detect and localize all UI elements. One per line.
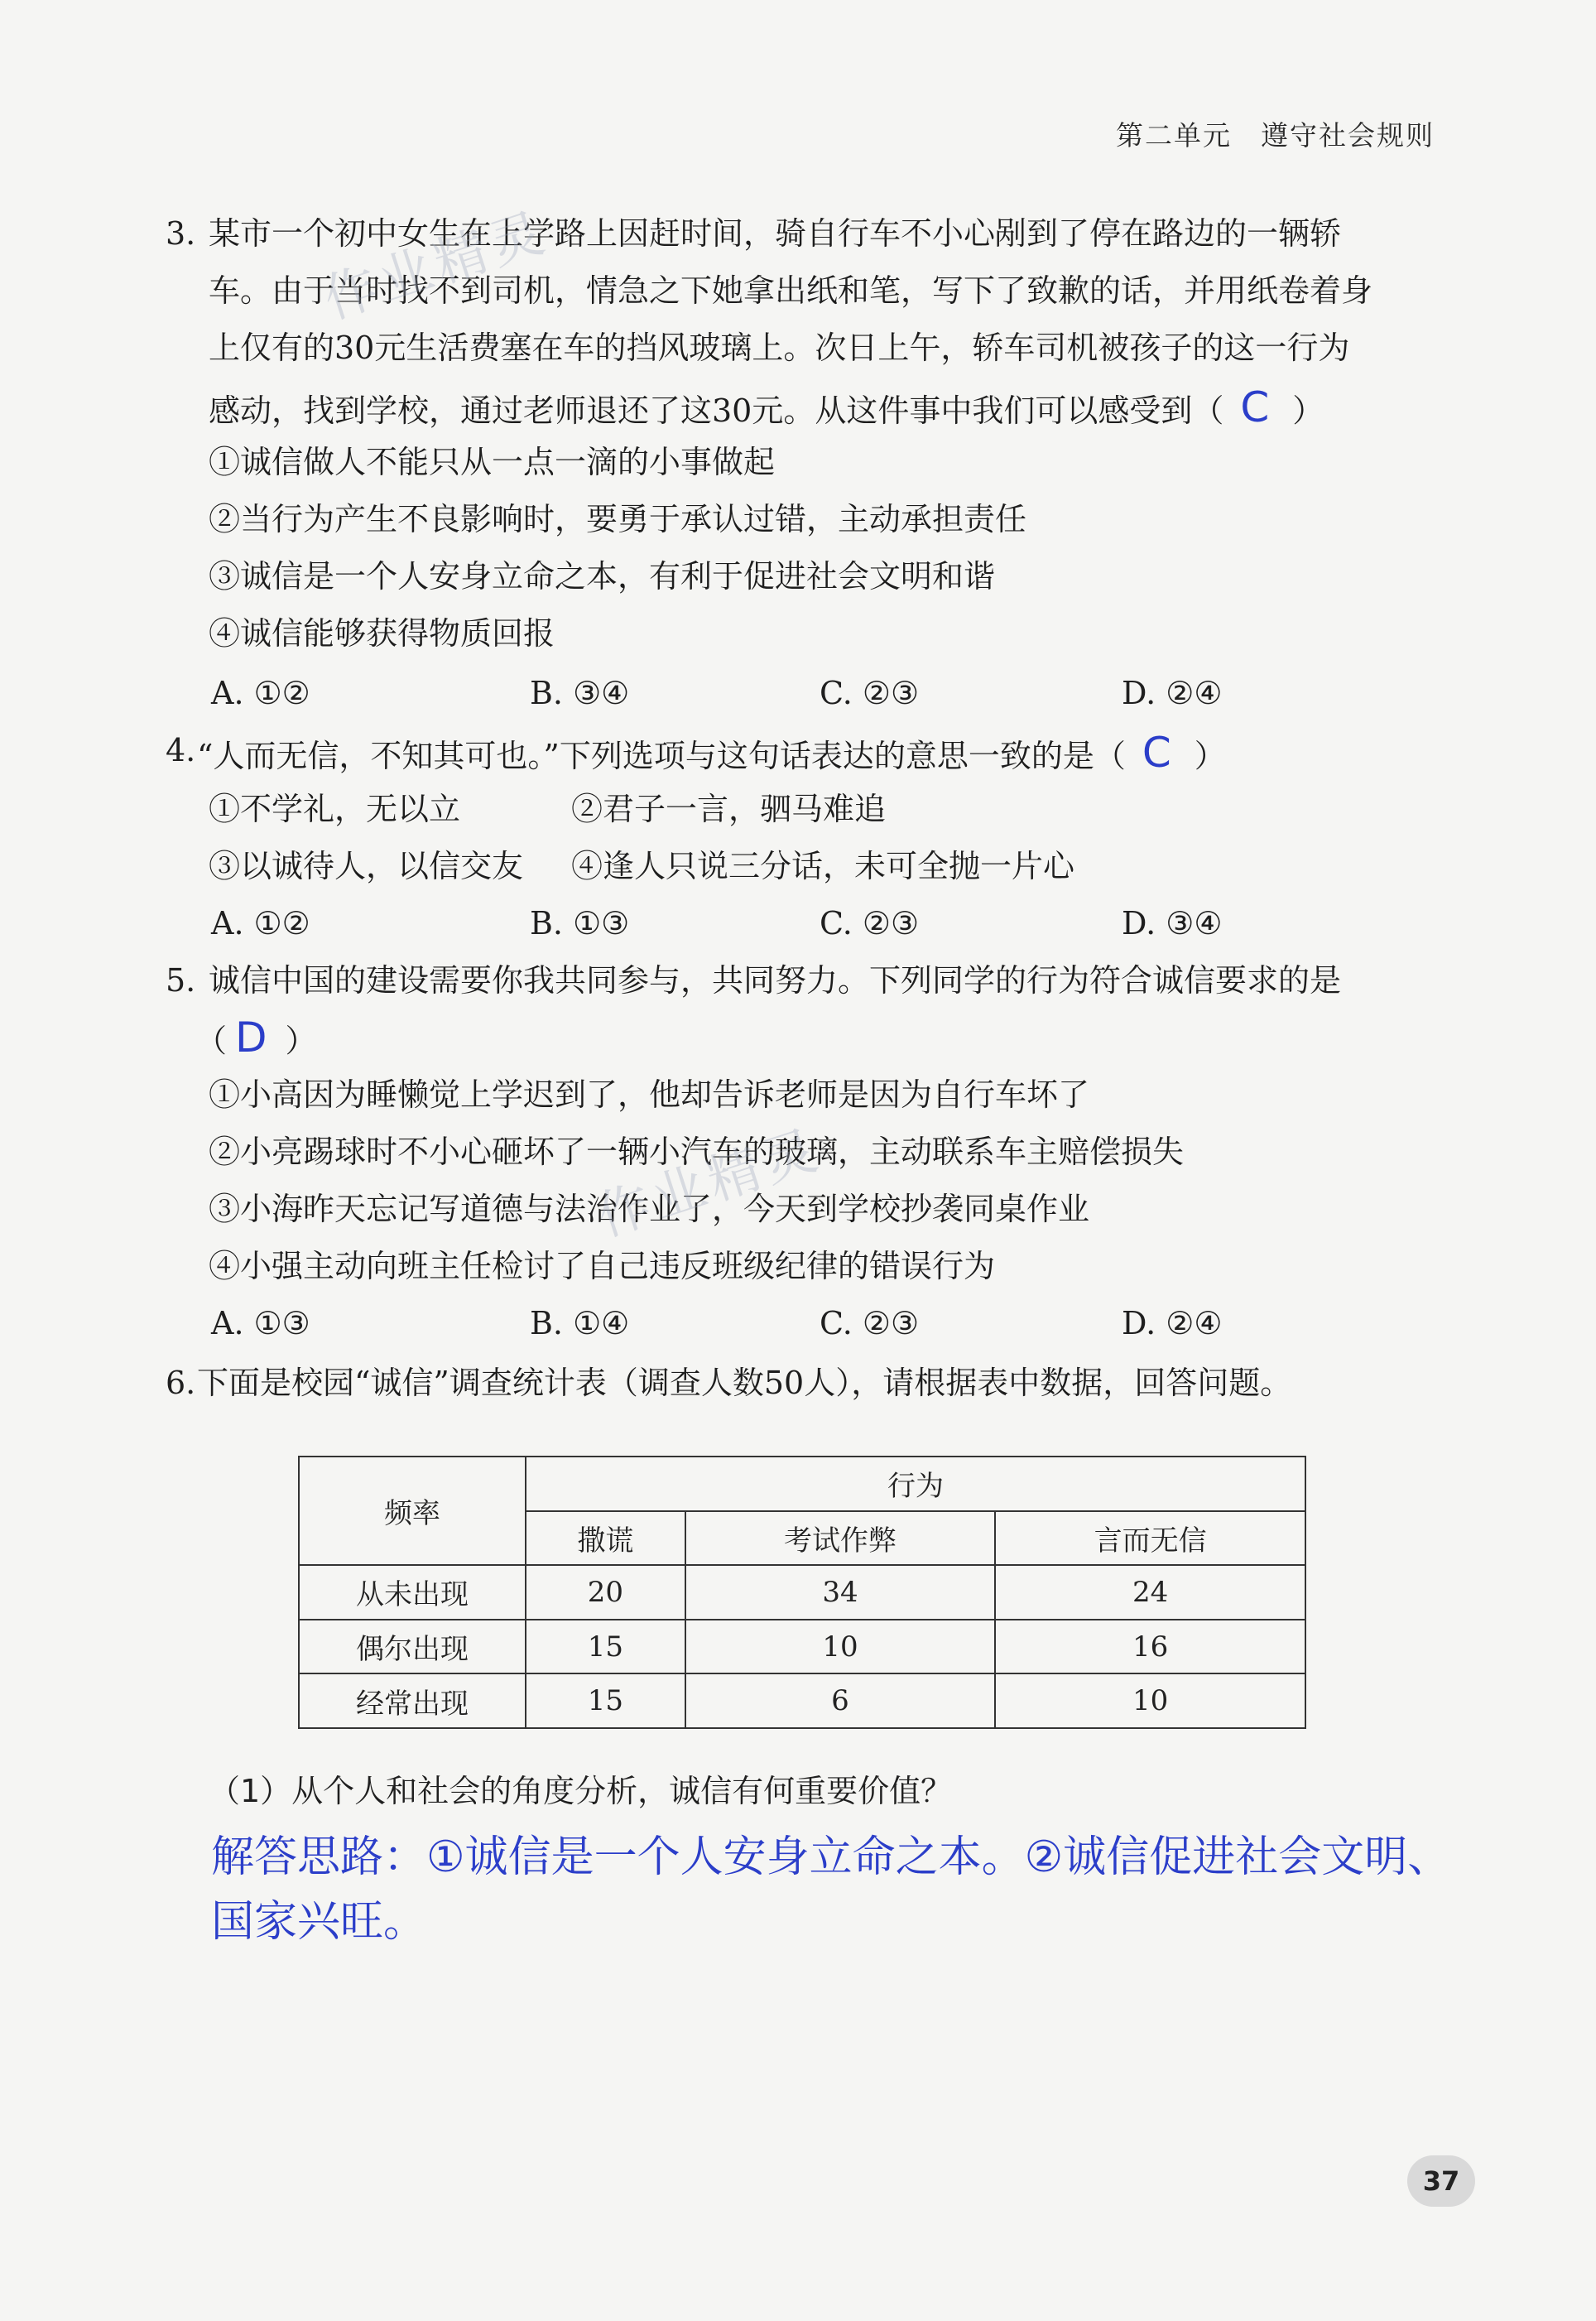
- table-cell: 10: [685, 1620, 996, 1674]
- question-3-line-4-text: 感动，找到学校，通过老师退还了这30元。从这件事中我们可以感受到（: [209, 392, 1224, 429]
- question-5-option-a: A. ①③: [211, 1305, 310, 1341]
- question-4-option-a: A. ①②: [211, 905, 310, 941]
- question-4-option-c: C. ②③: [820, 905, 920, 941]
- question-6-stem: 下面是校园“诚信”调查统计表（调查人数50人），请根据表中数据，回答问题。: [197, 1365, 1292, 1401]
- question-3-option-b: B. ③④: [530, 675, 630, 711]
- table-cell: 34: [685, 1565, 996, 1620]
- table-group-header: 行为: [526, 1457, 1305, 1511]
- watermark-logo: 作业精灵: [589, 1119, 829, 1250]
- question-6-sub-1: （1）从个人和社会的角度分析，诚信有何重要价值？: [209, 1773, 953, 1809]
- question-5-option-d: D. ②④: [1122, 1305, 1223, 1341]
- page-number: 37: [1407, 2155, 1475, 2207]
- question-3-line-2: 车。由于当时找不到司机，情急之下她拿出纸和笔，写下了致歉的话，并用纸卷着身: [209, 272, 1373, 309]
- question-3-line-1: 某市一个初中女生在上学路上因赶时间，骑自行车不小心剐到了停在路边的一辆轿: [209, 215, 1342, 252]
- question-3-option-c: C. ②③: [820, 675, 920, 711]
- table-row: [299, 1620, 1305, 1674]
- question-5-open-paren: （: [195, 1023, 228, 1059]
- table-cell: 15: [526, 1620, 685, 1674]
- table-cell: 6: [685, 1673, 996, 1728]
- watermark-logo: 作业精灵: [316, 201, 556, 332]
- table-cell: 16: [995, 1620, 1305, 1674]
- question-3-number: 3.: [166, 215, 196, 252]
- survey-table: [298, 1456, 1306, 1729]
- question-3-line-4: [209, 383, 1324, 431]
- table-row: [299, 1565, 1305, 1620]
- question-4-stem-text: “人而无信，不知其可也。”下列选项与这句话表达的意思一致的是（: [197, 738, 1126, 774]
- table-corner-header: 频率: [299, 1457, 526, 1565]
- question-3-option-a: A. ①②: [211, 675, 310, 711]
- question-5-close-paren: ）: [285, 1023, 317, 1059]
- table-cell: 15: [526, 1673, 685, 1728]
- table-row: [299, 1673, 1305, 1728]
- table-column-header: 撒谎: [526, 1511, 685, 1566]
- table-row-label: 偶尔出现: [299, 1620, 526, 1674]
- question-5-stem: 诚信中国的建设需要你我共同参与，共同努力。下列同学的行为符合诚信要求的是: [209, 962, 1342, 999]
- question-5-answer: D: [235, 1014, 267, 1062]
- question-4-option-b: B. ①③: [530, 905, 630, 941]
- question-3-answer: C: [1240, 383, 1270, 431]
- table-column-header: 言而无信: [995, 1511, 1305, 1566]
- question-3-item-2: ②当行为产生不良影响时，要勇于承认过错，主动承担责任: [209, 501, 1027, 537]
- question-4-item-3: ③以诚待人，以信交友: [209, 848, 524, 884]
- question-4-close-paren: ）: [1194, 738, 1226, 774]
- question-4-answer: C: [1142, 729, 1171, 777]
- question-5-number: 5.: [166, 962, 196, 999]
- question-4-item-2: ②君子一言，驷马难追: [571, 791, 887, 827]
- question-3-close-paren: ）: [1292, 392, 1324, 429]
- table-column-header: 考试作弊: [685, 1511, 996, 1566]
- question-4-item-4: ④逢人只说三分话，未可全抛一片心: [571, 848, 1075, 884]
- question-4-item-1: ①不学礼，无以立: [209, 791, 461, 827]
- unit-header: 第二单元 遵守社会规则: [1116, 119, 1435, 152]
- question-5-answer-line: [195, 1014, 317, 1062]
- question-5-item-2: ②小亮踢球时不小心砸坏了一辆小汽车的玻璃，主动联系车主赔偿损失: [209, 1134, 1185, 1170]
- question-3-item-3: ③诚信是一个人安身立命之本，有利于促进社会文明和谐: [209, 558, 996, 595]
- question-4-number: 4.: [166, 732, 196, 768]
- question-3-line-3: 上仅有的30元生活费塞在车的挡风玻璃上。次日上午，轿车司机被孩子的这一行为: [209, 330, 1350, 366]
- table-cell: 10: [995, 1673, 1305, 1728]
- question-5-option-c: C. ②③: [820, 1305, 920, 1341]
- question-5-option-b: B. ①④: [530, 1305, 630, 1341]
- question-4-stem: [197, 729, 1226, 777]
- question-6-number: 6.: [166, 1365, 196, 1401]
- handwritten-answer-line-2: 国家兴旺。: [211, 1897, 427, 1947]
- question-5-item-1: ①小高因为睡懒觉上学迟到了，他却告诉老师是因为自行车坏了: [209, 1076, 1090, 1113]
- table-row-label: 从未出现: [299, 1565, 526, 1620]
- table-row-label: 经常出现: [299, 1673, 526, 1728]
- table-cell: 20: [526, 1565, 685, 1620]
- table-cell: 24: [995, 1565, 1305, 1620]
- question-3-item-4: ④诚信能够获得物质回报: [209, 615, 555, 652]
- question-4-option-d: D. ③④: [1122, 905, 1223, 941]
- question-3-option-d: D. ②④: [1122, 675, 1223, 711]
- question-5-item-4: ④小强主动向班主任检讨了自己违反班级纪律的错误行为: [209, 1248, 996, 1284]
- question-3-item-1: ①诚信做人不能只从一点一滴的小事做起: [209, 444, 776, 480]
- handwritten-answer-line-1: 解答思路：①诚信是一个人安身立命之本。②诚信促进社会文明、: [211, 1832, 1451, 1882]
- question-5-item-3: ③小海昨天忘记写道德与法治作业了，今天到学校抄袭同桌作业: [209, 1191, 1090, 1227]
